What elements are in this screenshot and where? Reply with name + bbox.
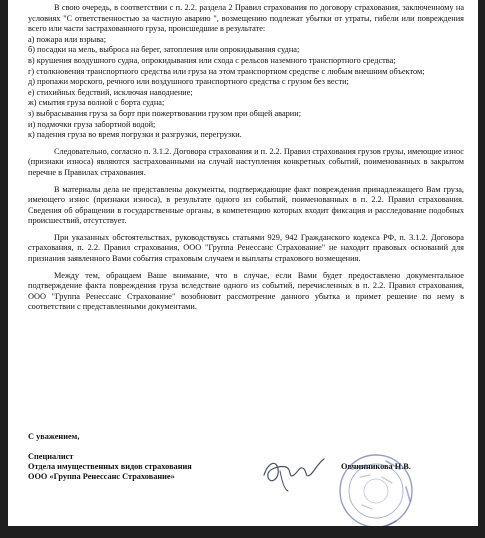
risk-item: з) выбрасывания груза за борт при пожертвовании грузом при общей аварии;	[28, 108, 301, 118]
letter-page	[8, 0, 478, 526]
risk-item: а) пожара или взрыва;	[28, 34, 107, 44]
paragraph-intro: В свою очередь, в соответствии с п. 2.2. раздела 2 Правил страхования по договору страхования, заключенному на условиях "С ответственностью за частную аварию ", возмещению подлежат убытки от утраты, гибели или повреждения всего или части застрахованного груза, происшедшие в результате:	[28, 3, 464, 34]
risk-item: б) посадки на мель, выброса на берег, затопления или опрокидывания судна;	[28, 45, 300, 55]
closing-text: С уважением,	[28, 432, 80, 441]
paragraph-meanwhile: Между тем, обращаем Ваше внимание, что в случае, если Вами будет предоставлено документальное подтверждение факта повреждения груза вследствие одного из событий, перечисленных в п. 2.2. Правил страхования, ООО "Группа Ренессанс Страхование" возобновит рассмотрение данного убытка и примет решение по нему в соответствии с представленными документами.	[28, 270, 464, 312]
risk-item: в) крушения воздушного судна, опрокидывания или схода с рельсов наземного транспортного средства;	[28, 55, 396, 65]
signer-position: Специалист	[28, 452, 74, 461]
risk-item: и) подмочки груза забортной водой;	[28, 119, 156, 129]
paragraph-consequently: Следовательно, согласно п. 3.1.2. Договора страхования и п. 2.2. Правил страхования грузов грузы, имеющие износ (признаки износа) являются застрахованными на случай наступления конкретных событий, поименованных в закрытом перечне в Правилах страхования.	[28, 146, 464, 177]
bottom-frame-bar	[0, 526, 485, 538]
risk-item: г) столкновения транспортного средства или груза на этом транспортном средстве с любым внешним объектом;	[28, 66, 425, 76]
closing-line	[28, 432, 468, 443]
letter-body	[28, 3, 464, 313]
risk-list	[28, 35, 464, 141]
risk-item: к) падения груза во время погрузки и разгрузки, перегрузки.	[28, 130, 242, 140]
paragraph-circumstances: При указанных обстоятельствах, руководствуясь статьями 929, 942 Гражданского кодекса РФ, п. 3.1.2. Договора страхования, п. 2.2. Правил страхования, ООО "Группа Ренессанс Страхование" не находит правовых оснований для признания заявленного Вами события страховым случаем и выплаты страхового возмещения.	[28, 232, 464, 264]
signer-name: Овчинникова Н.В.	[341, 462, 411, 471]
handwritten-signature	[258, 445, 328, 495]
risk-item: ж) смытия груза волной с борта судна;	[28, 98, 165, 108]
paragraph-materials: В материалы дела не представлены документы, подтверждающие факт повреждения принадлежащего Вам груза, имеющего износ (признаки износа), в результате одного из событий, поименованных в п. 2.2. Правил страхования. Сведения об обращении в государственные органы, в компетенцию которых входит фиксация и расследование подобных происшествий, отсутствует.	[28, 184, 464, 226]
company-seal-stamp	[326, 447, 422, 526]
signer-company: ООО «Группа Ренессанс Страхование»	[28, 472, 175, 481]
risk-item: д) пропажи морского, речного или воздушного транспортного средства с грузом без вести;	[28, 77, 349, 87]
signer-department: Отдела имущественных видов страхования	[28, 462, 192, 471]
risk-item: е) стихийных бедствий, исключая наводнение;	[28, 87, 193, 97]
